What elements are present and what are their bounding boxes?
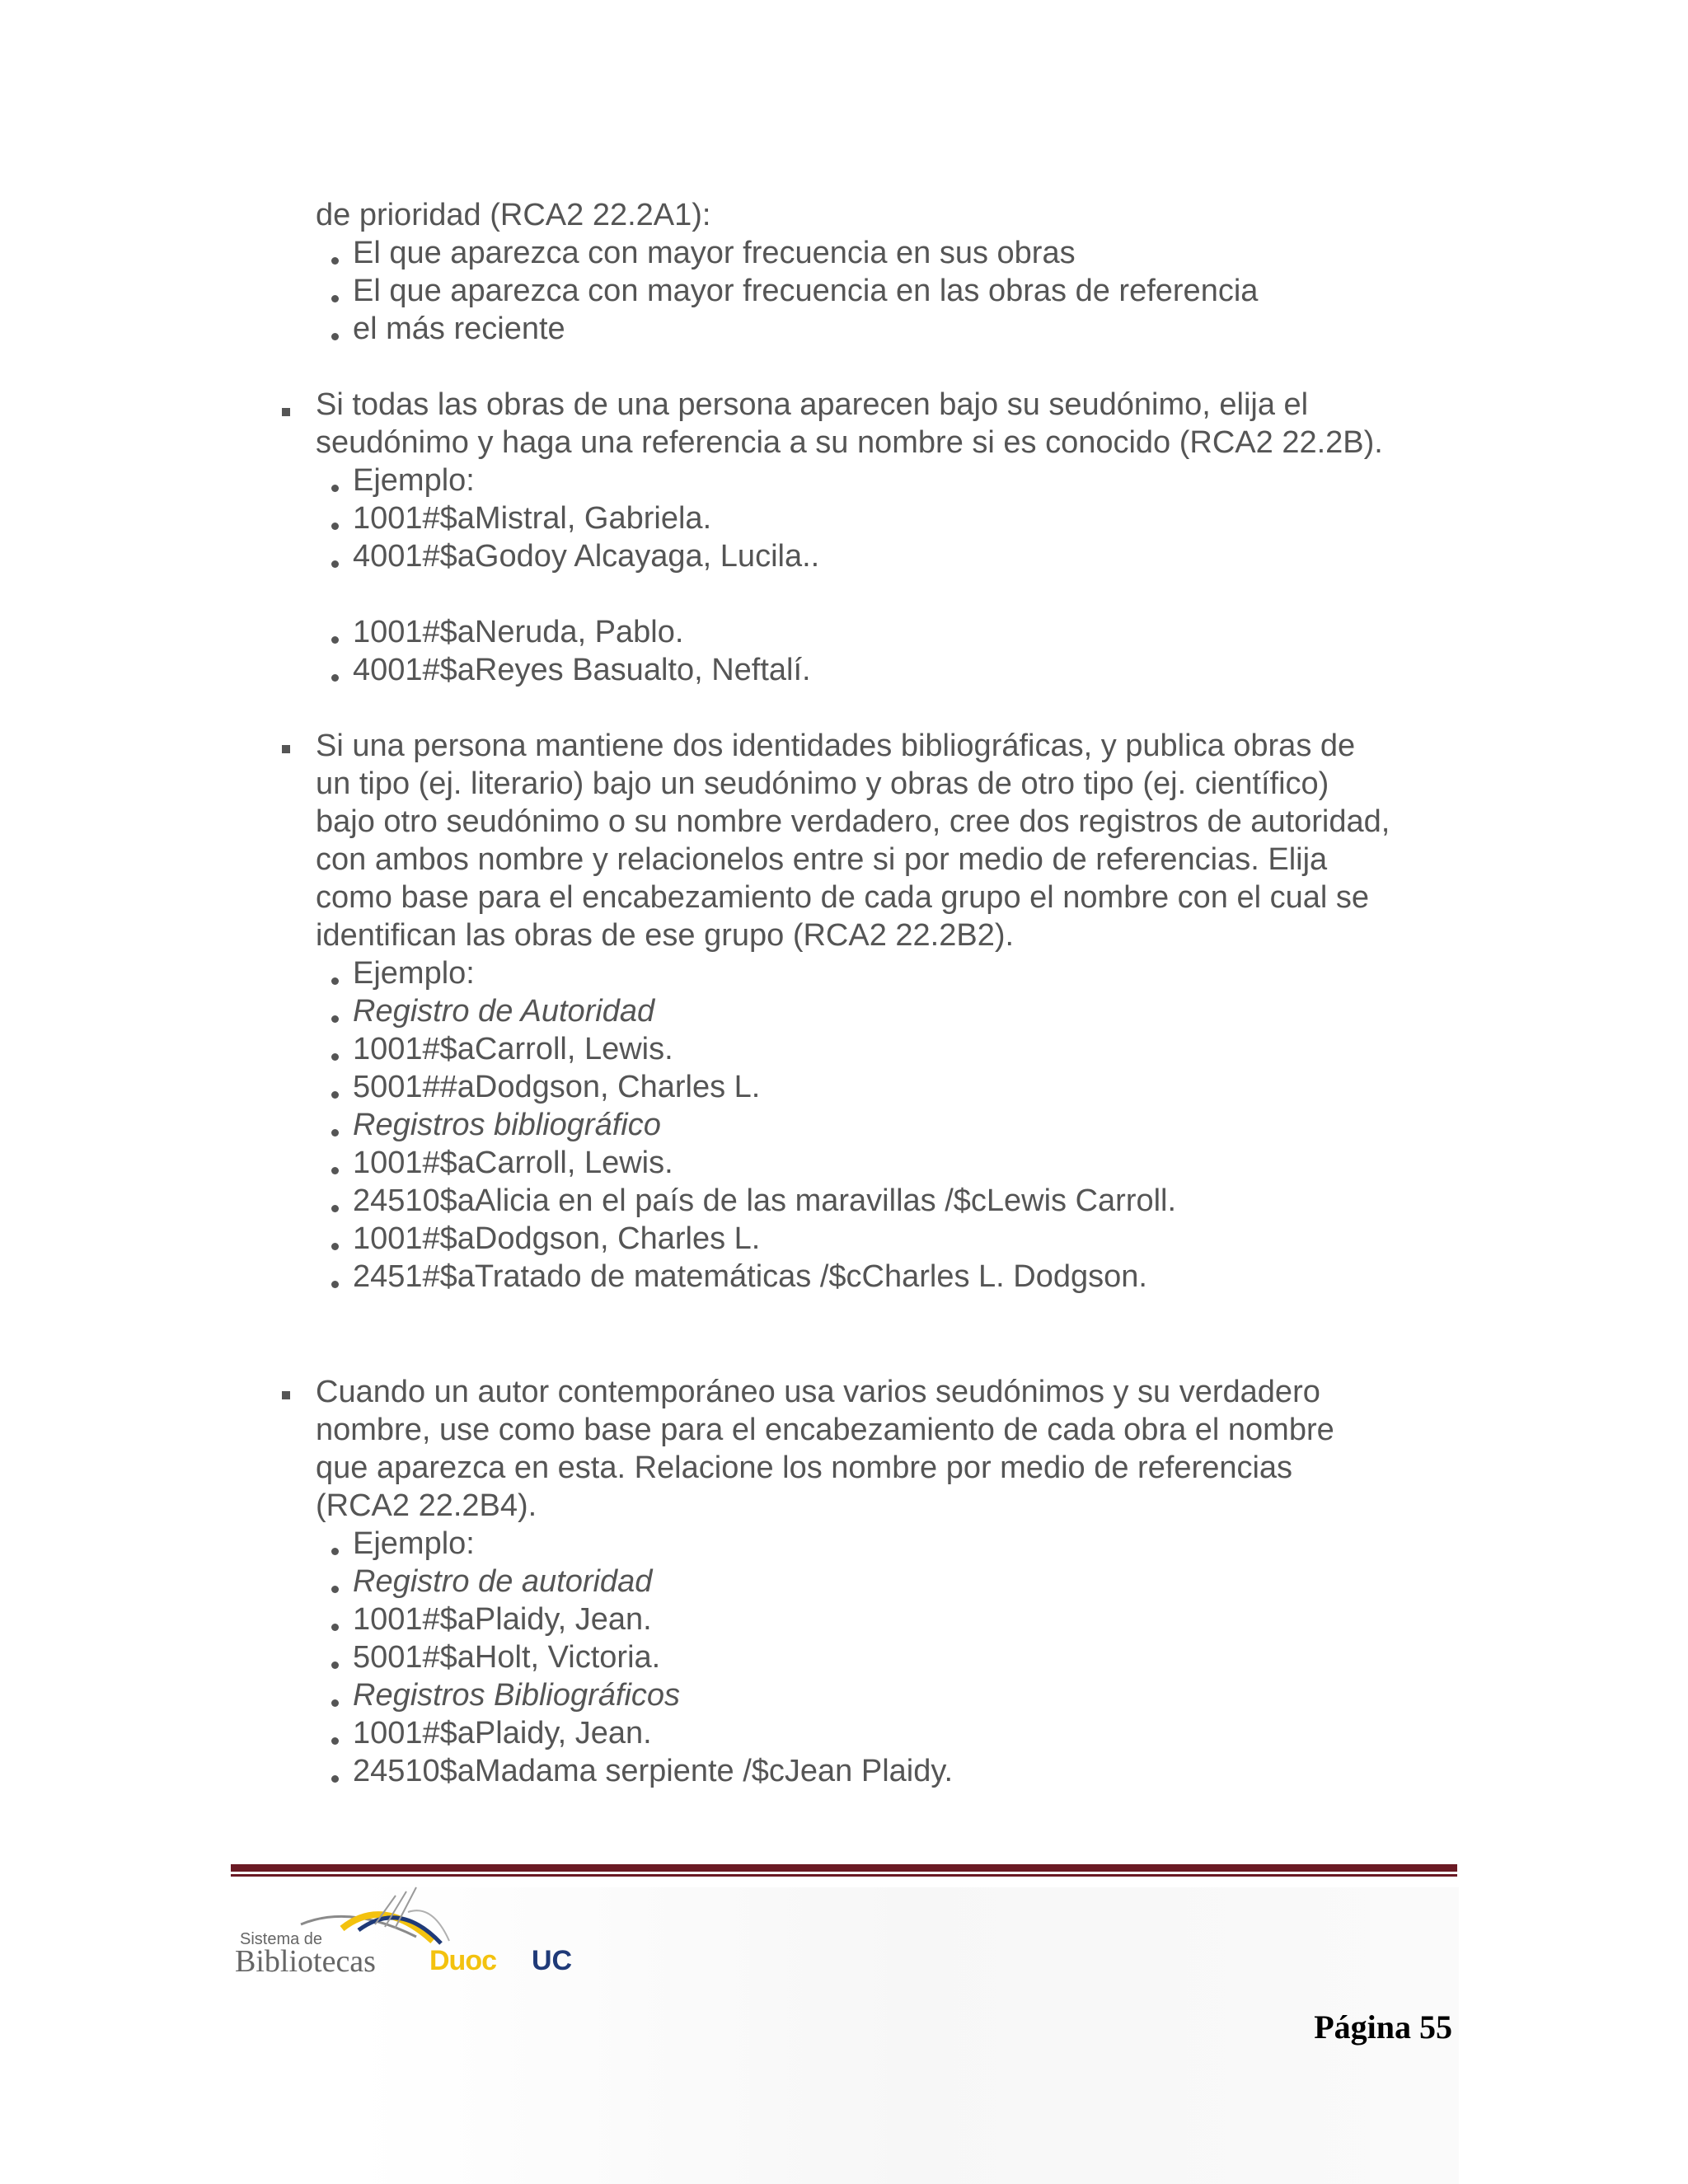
- list-item: El que aparezca con mayor frecuencia en las obras de referencia: [353, 274, 1259, 308]
- bullet-dot: [331, 674, 339, 682]
- paragraph-line: Cuando un autor contemporáneo usa varios seudónimos y su verdadero: [316, 1375, 1320, 1409]
- logo-duoc-text: Duoc: [429, 1945, 496, 1976]
- list-item: Registros bibliográfico: [353, 1108, 661, 1142]
- list-item: Ejemplo:: [353, 463, 475, 498]
- bullet-dot: [331, 560, 339, 568]
- bullet-dot: [331, 1053, 339, 1061]
- logo-small-text: Sistema de: [240, 1930, 323, 1948]
- list-item: 1001#$aPlaidy, Jean.: [353, 1716, 652, 1750]
- bullet-dot: [331, 523, 339, 530]
- bullet-dot: [331, 636, 339, 644]
- bullet-dot: [331, 333, 339, 340]
- paragraph-line: seudónimo y haga una referencia a su nombre si es conocido (RCA2 22.2B).: [316, 425, 1383, 460]
- list-item: Registro de autoridad: [353, 1564, 653, 1599]
- list-item: Ejemplo:: [353, 956, 475, 991]
- bullet-dot: [331, 1015, 339, 1023]
- logo-big-text: Bibliotecas: [235, 1944, 376, 1979]
- paragraph-line: nombre, use como base para el encabezamiento de cada obra el nombre: [316, 1413, 1334, 1447]
- paragraph-line: (RCA2 22.2B4).: [316, 1488, 537, 1523]
- paragraph-line: Si una persona mantiene dos identidades bibliográficas, y publica obras de: [316, 729, 1356, 763]
- list-item: 5001#$aHolt, Victoria.: [353, 1640, 661, 1675]
- bullet-dot: [331, 1281, 339, 1288]
- list-item: 4001#$aGodoy Alcayaga, Lucila..: [353, 539, 820, 574]
- paragraph-line: como base para el encabezamiento de cada grupo el nombre con el cual se: [316, 880, 1370, 915]
- paragraph-line: un tipo (ej. literario) bajo un seudónimo y obras de otro tipo (ej. científico): [316, 766, 1329, 801]
- list-item: Ejemplo:: [353, 1526, 475, 1561]
- intro-line: de prioridad (RCA2 22.2A1):: [316, 198, 711, 232]
- list-item: Registro de Autoridad: [353, 994, 655, 1029]
- bullet-dot: [331, 1699, 339, 1707]
- square-bullet: [282, 408, 290, 416]
- paragraph-line: con ambos nombre y relacionelos entre si por medio de referencias. Elija: [316, 842, 1328, 877]
- footer-rule: [231, 1864, 1457, 1872]
- library-logo: [235, 1879, 581, 1978]
- list-item: el más reciente: [353, 312, 565, 346]
- paragraph-line: Si todas las obras de una persona aparecen bajo su seudónimo, elija el: [316, 387, 1309, 422]
- bullet-dot: [331, 1548, 339, 1555]
- square-bullet: [282, 745, 290, 753]
- bullet-dot: [331, 977, 339, 985]
- logo-uc-text: UC: [532, 1945, 573, 1976]
- paragraph-line: identifican las obras de ese grupo (RCA2 22.2B2).: [316, 918, 1015, 953]
- bullet-dot: [331, 1091, 339, 1099]
- logo-swoosh-icon: [293, 1879, 507, 1953]
- list-item: El que aparezca con mayor frecuencia en sus obras: [353, 236, 1076, 270]
- bullet-dot: [331, 1129, 339, 1137]
- bullet-dot: [331, 485, 339, 492]
- bullet-dot: [331, 1775, 339, 1783]
- list-item: 1001#$aDodgson, Charles L.: [353, 1221, 761, 1256]
- list-item: 24510$aAlicia en el país de las maravillas /$cLewis Carroll.: [353, 1183, 1177, 1218]
- list-item: 1001#$aPlaidy, Jean.: [353, 1602, 652, 1637]
- bullet-dot: [331, 1624, 339, 1631]
- list-item: 4001#$aReyes Basualto, Neftalí.: [353, 653, 811, 687]
- list-item: 2451#$aTratado de matemáticas /$cCharles L. Dodgson.: [353, 1259, 1147, 1294]
- bullet-dot: [331, 1586, 339, 1593]
- list-item: 1001#$aMistral, Gabriela.: [353, 501, 712, 536]
- bullet-dot: [331, 1243, 339, 1250]
- square-bullet: [282, 1391, 290, 1399]
- list-item: 5001##aDodgson, Charles L.: [353, 1070, 761, 1104]
- bullet-dot: [331, 1167, 339, 1174]
- paragraph-line: que aparezca en esta. Relacione los nombre por medio de referencias: [316, 1451, 1293, 1485]
- bullet-dot: [331, 1661, 339, 1669]
- footer-rule-thin: [231, 1874, 1457, 1877]
- list-item: 1001#$aCarroll, Lewis.: [353, 1032, 673, 1066]
- bullet-dot: [331, 1205, 339, 1212]
- list-item: Registros Bibliográficos: [353, 1678, 681, 1713]
- page-number: Página 55: [1314, 2008, 1452, 2046]
- bullet-dot: [331, 257, 339, 265]
- bullet-dot: [331, 1737, 339, 1745]
- bullet-dot: [331, 295, 339, 302]
- list-item: 24510$aMadama serpiente /$cJean Plaidy.: [353, 1754, 954, 1788]
- list-item: 1001#$aCarroll, Lewis.: [353, 1146, 673, 1180]
- list-item: 1001#$aNeruda, Pablo.: [353, 615, 684, 649]
- paragraph-line: bajo otro seudónimo o su nombre verdadero, cree dos registros de autoridad,: [316, 804, 1390, 839]
